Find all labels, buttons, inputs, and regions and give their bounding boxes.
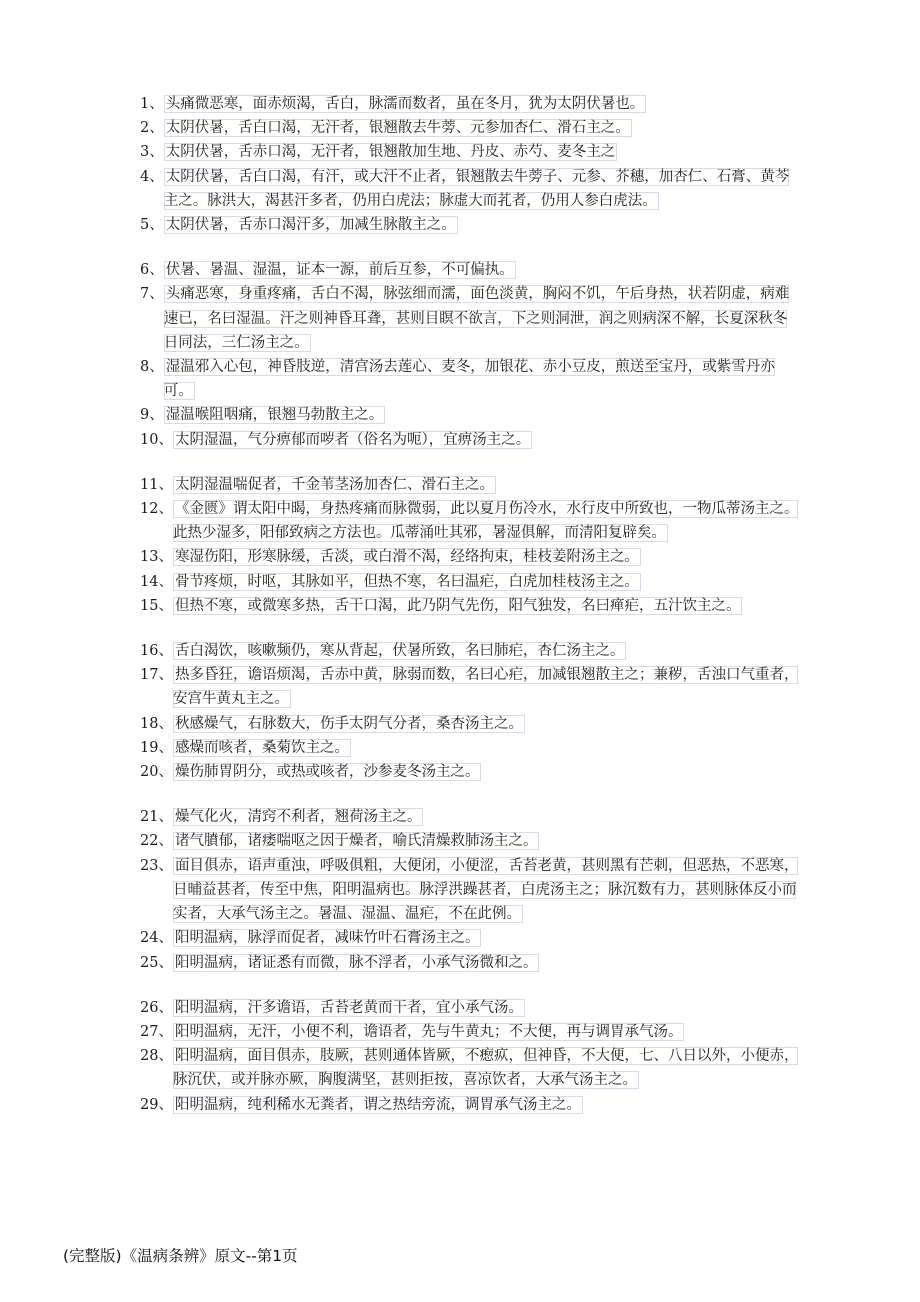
article-text: 阳明温病，诸证悉有而微，脉不浮者，小承气汤微和之。 bbox=[174, 954, 538, 971]
article-text: 秋感燥气，右脉数大，伤手太阴气分者，桑杏汤主之。 bbox=[174, 715, 523, 732]
article-27 bbox=[140, 1020, 800, 1044]
document-body bbox=[140, 92, 800, 1138]
article-number: 29、 bbox=[140, 1096, 173, 1113]
article-number: 24、 bbox=[140, 930, 173, 947]
article-19 bbox=[140, 736, 800, 760]
article-number: 16、 bbox=[140, 643, 173, 660]
article-16 bbox=[140, 639, 800, 663]
article-10 bbox=[140, 428, 800, 452]
article-9 bbox=[140, 403, 800, 427]
article-number: 8、 bbox=[140, 359, 164, 376]
article-number: 6、 bbox=[140, 262, 164, 279]
article-22 bbox=[140, 829, 800, 853]
article-number: 4、 bbox=[140, 168, 164, 185]
article-number: 21、 bbox=[140, 809, 173, 826]
article-number: 12、 bbox=[140, 501, 173, 518]
article-text: 燥伤肺胃阴分，或热或咳者，沙参麦冬汤主之。 bbox=[174, 764, 480, 781]
article-26 bbox=[140, 996, 800, 1020]
article-text: 感燥而咳者，桑菊饮主之。 bbox=[174, 739, 349, 756]
article-number: 18、 bbox=[140, 715, 173, 732]
article-text: 但热不寒，或微寒多热，舌干口渴，此乃阴气先伤，阳气独发，名曰瘅疟，五汁饮主之。 bbox=[174, 597, 741, 614]
article-23 bbox=[140, 854, 800, 927]
article-text: 诸气膹郁，诸痿喘呕之因于燥者，喻氏清燥救肺汤主之。 bbox=[174, 833, 538, 850]
article-text: 太阴伏暑，舌白口渴，有汗，或大汗不止者，银翘散去牛蒡子、元参、芥穗，加杏仁、石膏、黄芩主之。脉洪大，渴甚汗多者，仍用白虎法；脉虚大而芤者，仍用人参白虎法。 bbox=[163, 168, 790, 209]
article-25 bbox=[140, 951, 800, 975]
article-number: 11、 bbox=[140, 476, 173, 493]
article-number: 7、 bbox=[140, 286, 164, 303]
article-text: 热多昏狂，谵语烦渴，舌赤中黄，脉弱而数，名曰心疟，加减银翘散主之；兼秽，舌浊口气重者，安宫牛黄丸主之。 bbox=[172, 667, 799, 708]
article-15 bbox=[140, 594, 800, 618]
article-number: 17、 bbox=[140, 667, 173, 684]
article-group-2 bbox=[140, 258, 800, 452]
article-7 bbox=[140, 282, 800, 355]
article-number: 10、 bbox=[140, 431, 173, 448]
article-text: 伏暑、暑温、湿温，证本一源，前后互参，不可偏执。 bbox=[165, 262, 514, 279]
article-12 bbox=[140, 497, 800, 545]
article-14 bbox=[140, 570, 800, 594]
article-group-6 bbox=[140, 996, 800, 1117]
article-number: 22、 bbox=[140, 833, 173, 850]
article-5 bbox=[140, 213, 800, 237]
article-6 bbox=[140, 258, 800, 282]
article-number: 9、 bbox=[140, 407, 164, 424]
article-number: 25、 bbox=[140, 954, 173, 971]
article-number: 1、 bbox=[140, 96, 164, 112]
article-number: 23、 bbox=[140, 857, 173, 874]
article-18 bbox=[140, 712, 800, 736]
article-17 bbox=[140, 663, 800, 711]
article-group-3 bbox=[140, 473, 800, 618]
article-text: 湿温喉阻咽痛，银翘马勃散主之。 bbox=[165, 407, 384, 424]
article-number: 14、 bbox=[140, 573, 173, 590]
article-text: 头痛恶寒，身重疼痛，舌白不渴，脉弦细而濡，面色淡黄，胸闷不饥，午后身热，状若阴虚，病难速已，名曰湿温。汗之则神昏耳聋，甚则目瞑不欲言，下之则洞泄，润之则病深不解，长夏深秋冬日同法，三仁汤主之。 bbox=[163, 286, 790, 351]
article-8 bbox=[140, 355, 800, 403]
article-text: 太阴伏暑，舌赤口渴汗多，加减生脉散主之。 bbox=[165, 217, 456, 234]
article-2 bbox=[140, 116, 800, 140]
article-number: 15、 bbox=[140, 597, 173, 614]
page-footer: (完整版)《温病条辨》原文--第1页 bbox=[63, 1247, 298, 1265]
article-21 bbox=[140, 805, 800, 829]
article-number: 5、 bbox=[140, 217, 164, 234]
article-text: 骨节疼烦，时呕，其脉如平，但热不寒，名曰温疟，白虎加桂枝汤主之。 bbox=[174, 573, 639, 590]
article-text: 寒湿伤阳，形寒脉缓，舌淡，或白滑不渴，经络拘束，桂枝姜附汤主之。 bbox=[174, 549, 639, 566]
article-group-4 bbox=[140, 639, 800, 784]
article-text: 头痛微恶寒，面赤烦渴，舌白，脉濡而数者，虽在冬月，犹为太阴伏暑也。 bbox=[165, 96, 645, 112]
article-text: 太阴湿温喘促者，千金苇茎汤加杏仁、滑石主之。 bbox=[174, 476, 494, 493]
article-text: 阳明温病，无汗，小便不利，谵语者，先与牛黄丸；不大便，再与调胃承气汤。 bbox=[174, 1023, 683, 1040]
article-text: 阳明温病，汗多谵语，舌苔老黄而干者，宜小承气汤。 bbox=[174, 999, 523, 1016]
article-number: 19、 bbox=[140, 739, 173, 756]
article-28 bbox=[140, 1044, 800, 1092]
article-24 bbox=[140, 926, 800, 950]
article-3 bbox=[140, 140, 800, 164]
article-20 bbox=[140, 760, 800, 784]
article-11 bbox=[140, 473, 800, 497]
article-text: 舌白渴饮，咳嗽频仍，寒从背起，伏暑所致，名曰肺疟，杏仁汤主之。 bbox=[174, 643, 625, 660]
article-text: 太阴湿温，气分痹郁而哕者（俗名为呃），宜痹汤主之。 bbox=[174, 431, 531, 448]
article-text: 阳明温病，脉浮而促者，减味竹叶石膏汤主之。 bbox=[174, 930, 480, 947]
article-text: 阳明温病，面目俱赤，肢厥，甚则通体皆厥，不瘛疭，但神昏，不大便，七、八日以外，小便赤，脉沉伏，或并脉亦厥，胸腹满坚，甚则拒按，喜凉饮者，大承气汤主之。 bbox=[172, 1048, 799, 1089]
article-text: 太阴伏暑，舌赤口渴，无汗者，银翘散加生地、丹皮、赤芍、麦冬主之 bbox=[165, 144, 616, 161]
article-number: 20、 bbox=[140, 764, 173, 781]
article-number: 3、 bbox=[140, 144, 164, 161]
article-text: 湿温邪入心包，神昏肢逆，清宫汤去莲心、麦冬，加银花、赤小豆皮，煎送至宝丹，或紫雪丹亦可。 bbox=[163, 359, 775, 400]
article-number: 2、 bbox=[140, 120, 164, 137]
article-number: 27、 bbox=[140, 1023, 173, 1040]
article-29 bbox=[140, 1093, 800, 1117]
article-text: 燥气化火，清窍不利者，翘荷汤主之。 bbox=[174, 809, 422, 826]
article-4 bbox=[140, 165, 800, 213]
article-text: 面目俱赤，语声重浊，呼吸俱粗，大便闭，小便涩，舌苔老黄，甚则黑有芒刺，但恶热，不恶寒，日晡益甚者，传至中焦，阳明温病也。脉浮洪躁甚者，白虎汤主之；脉沉数有力，甚则脉体反小而实者，大承气汤主之。暑温、湿温、温疟，不在此例。 bbox=[172, 857, 799, 923]
article-1 bbox=[140, 92, 800, 116]
article-text: 阳明温病，纯利稀水无粪者，谓之热结旁流，调胃承气汤主之。 bbox=[174, 1096, 581, 1113]
article-number: 13、 bbox=[140, 549, 173, 566]
article-number: 28、 bbox=[140, 1048, 173, 1065]
article-number: 26、 bbox=[140, 999, 173, 1016]
article-text: 太阴伏暑，舌白口渴，无汗者，银翘散去牛蒡、元参加杏仁、滑石主之。 bbox=[165, 120, 630, 137]
article-13 bbox=[140, 545, 800, 569]
article-group-1 bbox=[140, 92, 800, 237]
article-group-5 bbox=[140, 805, 800, 974]
article-text: 《金匮》谓太阳中暍，身热疼痛而脉微弱，此以夏月伤冷水，水行皮中所致也，一物瓜蒂汤主之。此热少湿多，阳郁致病之方法也。瓜蒂涌吐其邪，暑湿俱解，而清阳复辟矣。 bbox=[172, 501, 799, 542]
